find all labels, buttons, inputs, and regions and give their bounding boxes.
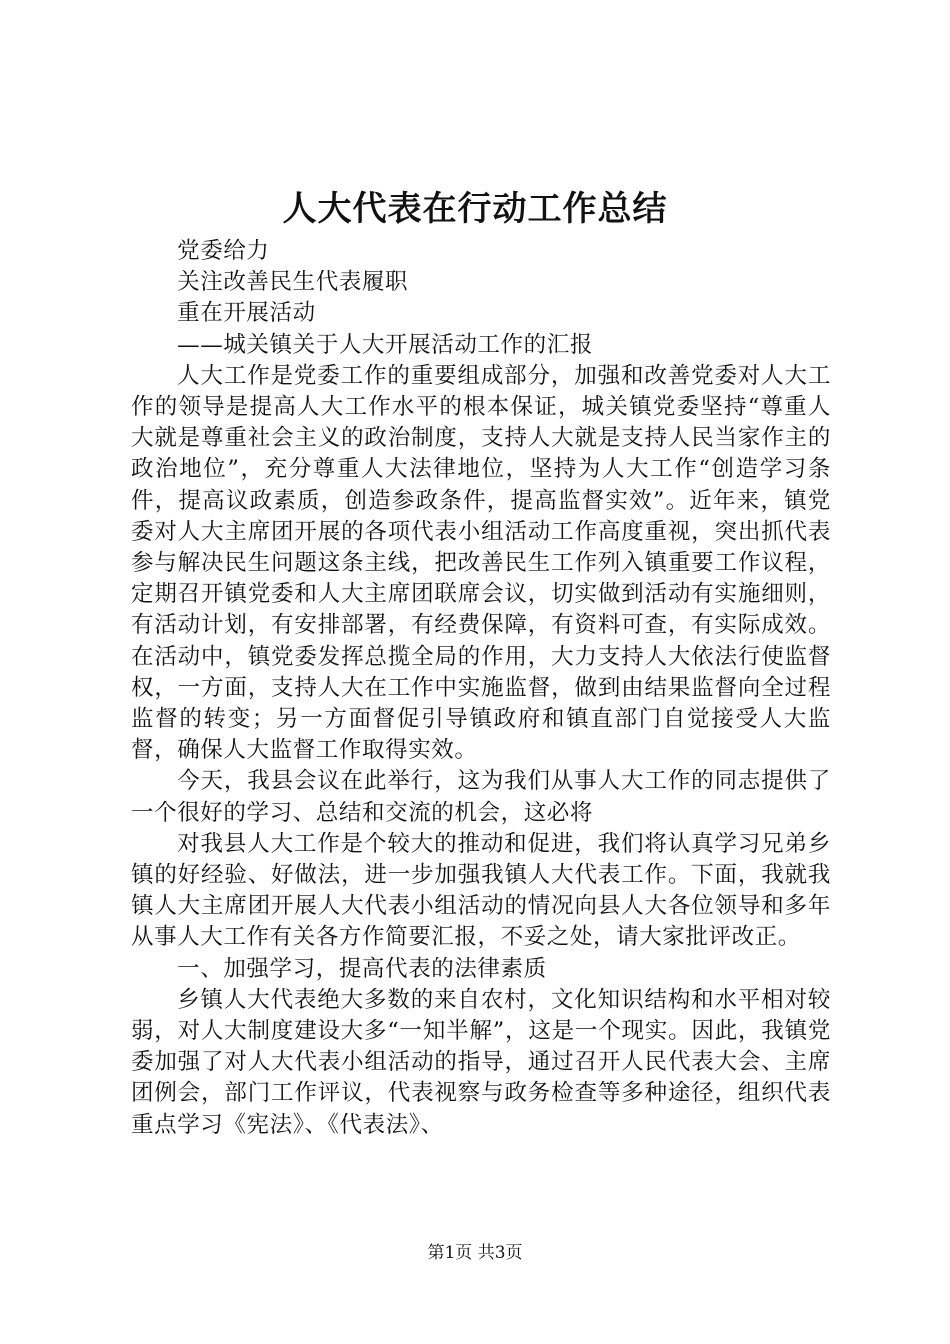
subtitle-line-2: 关注改善民生代表履职	[177, 269, 409, 296]
section-heading: 一、加强学习，提高代表的法律素质	[177, 955, 547, 982]
paragraph-intro: 人大工作是党委工作的重要组成部分，加强和改善党委对人大工作的领导是提高人大工作水平的根本保证，城关镇党委坚持“尊重人大就是尊重社会主义的政治制度，支持人大就是支持人民当家作主的政治地位”，充分尊重人大法律地位，坚持为人大工作“创造学习条件，提高议政素质，创造参政条件，提高监督实效”。近年来，镇党委对人大主席团开展的各项代表小组活动工作高度重视，突出抓代表参与解决民生问题这条主线，把改善民生工作列入镇重要工作议程，定期召开镇党委和人大主席团联席会议，切实做到活动有实施细则，有活动计划，有安排部署，有经费保障，有资料可查，有实际成效。在活动中，镇党委发挥总揽全局的作用，大力支持人大依法行使监督权，一方面，支持人大在工作中实施监督，做到由结果监督向全过程监督的转变；另一方面督促引导镇政府和镇直部门自觉接受人大监督，确保人大监督工作取得实效。	[131, 362, 831, 764]
paragraph-section-one: 乡镇人大代表绝大多数的来自农村，文化知识结构和水平相对较弱，对人大制度建设大多“一知半解”，这是一个现实。因此，我镇党委加强了对人大代表小组活动的指导，通过召开人民代表大会、主席团例会，部门工作评议，代表视察与政务检查等多种途径，组织代表重点学习《宪法》、《代表法》、	[131, 986, 831, 1138]
paragraph-meeting: 今天，我县会议在此举行，这为我们从事人大工作的同志提供了一个很好的学习、总结和交流的机会，这必将	[131, 768, 831, 826]
subtitle-line-1: 党委给力	[177, 238, 270, 264]
paragraph-report: 对我县人大工作是个较大的推动和促进，我们将认真学习兄弟乡镇的好经验、好做法，进一步加强我镇人大代表工作。下面，我就我镇人大主席团开展人大代表小组活动的情况向县人大各位领导和多年从事人大工作有关各方作简要汇报，不妥之处，请大家批评改正。	[131, 830, 831, 951]
document-body	[131, 236, 831, 1141]
document-title: 人大代表在行动工作总结	[282, 189, 668, 229]
report-subtitle: ——城关镇关于人大开展活动工作的汇报	[177, 331, 593, 358]
subtitle-line-3: 重在开展活动	[177, 300, 316, 327]
page-indicator: 第1页 共3页	[427, 1243, 523, 1263]
